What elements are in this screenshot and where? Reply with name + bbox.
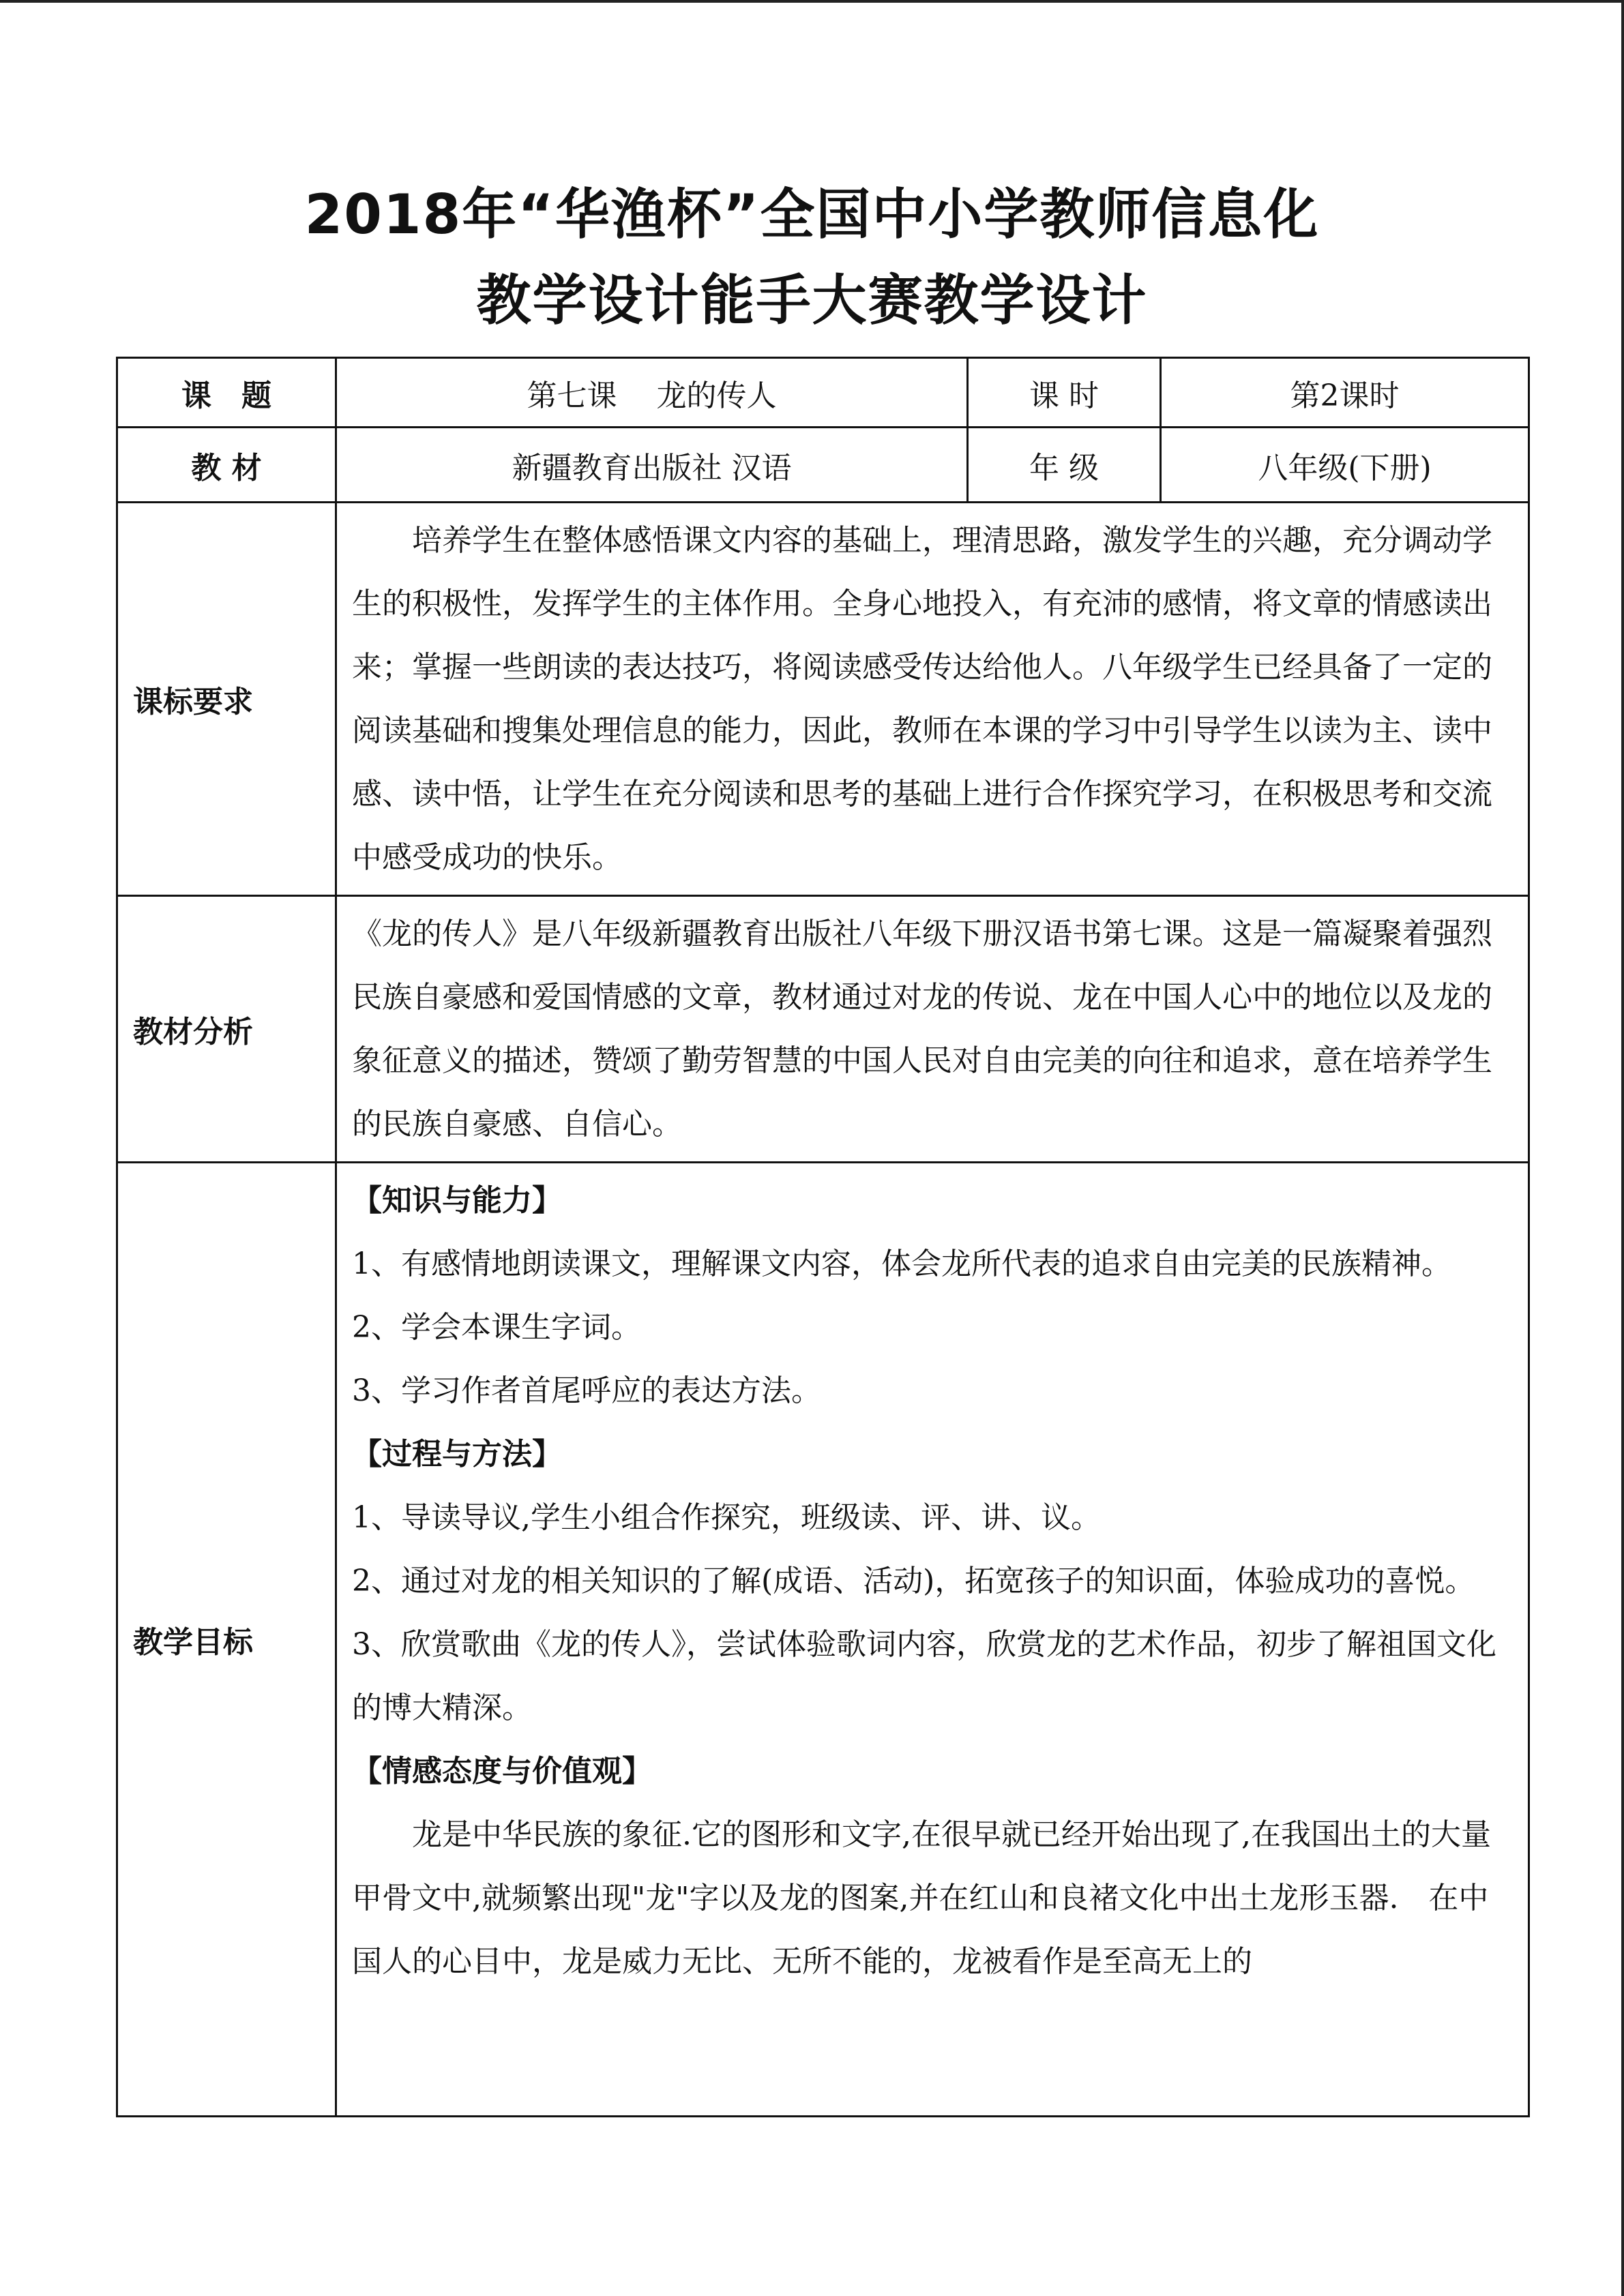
table-row-analysis (117, 896, 1529, 1163)
curriculum-label: 课标要求 (117, 503, 336, 896)
table-row-objectives (117, 1163, 1529, 2117)
knowledge-heading: 【知识与能力】 (352, 1183, 562, 1218)
topic-label: 课 题 (117, 358, 336, 428)
process-item: 3、欣赏歌曲《龙的传人》，尝试体验歌词内容，欣赏龙的艺术作品，初步了解祖国文化的博大精深。 (352, 1627, 1496, 1725)
knowledge-item: 3、学习作者首尾呼应的表达方法。 (352, 1373, 821, 1408)
page-border-right (1621, 0, 1624, 2296)
curriculum-content (336, 503, 1529, 896)
textbook-value: 新疆教育出版社 汉语 (336, 428, 968, 503)
objectives-label: 教学目标 (117, 1163, 336, 2117)
curriculum-text: 培养学生在整体感悟课文内容的基础上，理清思路，激发学生的兴趣，充分调动学生的积极性，发挥学生的主体作用。全身心地投入，有充沛的感情，将文章的情感读出来；掌握一些朗读的表达技巧，将阅读感受传达给他人。八年级学生已经具备了一定的阅读基础和搜集处理信息的能力，因此，教师在本课的学习中引导学生以读为主、读中感、读中悟，让学生在充分阅读和思考的基础上进行合作探究学习，在积极思考和交流中感受成功的快乐。 (352, 523, 1492, 875)
grade-label: 年 级 (968, 428, 1161, 503)
knowledge-item: 1、有感情地朗读课文，理解课文内容，体会龙所代表的追求自由完美的民族精神。 (352, 1247, 1451, 1281)
values-text: 龙是中华民族的象征.它的图形和文字,在很早就已经开始出现了,在我国出土的大量甲骨文中,就频繁出现"龙"字以及龙的图案,并在红山和良褚文化中出土龙形玉器. 在中国人的心目中，龙是威力无比、无所不能的，龙被看作是至高无上的 (352, 1817, 1491, 1979)
page-border-top (0, 0, 1624, 3)
process-item: 2、通过对龙的相关知识的了解(成语、活动)，拓宽孩子的知识面，体验成功的喜悦。 (352, 1564, 1475, 1598)
analysis-text: 《龙的传人》是八年级新疆教育出版社八年级下册汉语书第七课。这是一篇凝聚着强烈民族自豪感和爱国情感的文章，教材通过对龙的传说、龙在中国人心中的地位以及龙的象征意义的描述，赞颂了勤劳智慧的中国人民对自由完美的向往和追求，意在培养学生的民族自豪感、自信心。 (352, 916, 1492, 1142)
analysis-content (336, 896, 1529, 1163)
knowledge-item: 2、学会本课生字词。 (352, 1310, 641, 1345)
topic-value: 第七课 龙的传人 (336, 358, 968, 428)
lesson-plan-table (116, 357, 1530, 2117)
table-row-topic (117, 358, 1529, 428)
doc-title-line1: 2018年“华渔杯”全国中小学教师信息化 (304, 183, 1320, 246)
textbook-label: 教 材 (117, 428, 336, 503)
analysis-label: 教材分析 (117, 896, 336, 1163)
table-row-textbook (117, 428, 1529, 503)
period-label: 课 时 (968, 358, 1161, 428)
process-item: 1、导读导议,学生小组合作探究，班级读、评、讲、议。 (352, 1500, 1101, 1535)
grade-value: 八年级(下册) (1161, 428, 1529, 503)
period-value: 第2课时 (1161, 358, 1529, 428)
values-heading: 【情感态度与价值观】 (352, 1754, 652, 1789)
doc-title-line2: 教学设计能手大赛教学设计 (476, 269, 1148, 332)
process-heading: 【过程与方法】 (352, 1437, 562, 1472)
table-row-curriculum (117, 503, 1529, 896)
objectives-content (336, 1163, 1529, 2117)
